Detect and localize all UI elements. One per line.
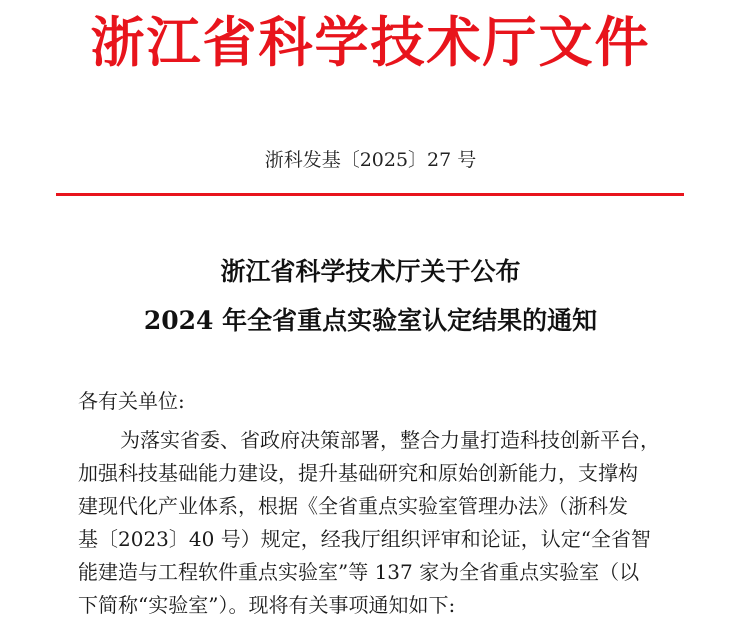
- notice-title-line-1: 浙江省科学技术厅关于公布: [220, 257, 521, 286]
- body-text-line: 能建造与工程软件重点实验室”等 137 家为全省重点实验室（以: [78, 560, 640, 584]
- document-number: 浙科发基〔2025〕27 号: [264, 149, 477, 171]
- body-text-line: 下简称“实验室”）。现将有关事项通知如下:: [78, 593, 456, 617]
- salutation: 各有关单位:: [78, 389, 185, 413]
- notice-title-line-2: 2024 年全省重点实验室认定结果的通知: [143, 306, 598, 335]
- body-text-line: 建现代化产业体系，根据《全省重点实验室管理办法》（浙科发: [78, 494, 628, 518]
- document-masthead: 浙江省科学技术厅文件: [90, 10, 651, 74]
- body-text-line: 为落实省委、省政府决策部署，整合力量打造科技创新平台，: [120, 428, 660, 452]
- body-text-line: 加强科技基础能力建设，提升基础研究和原始创新能力，支撑构: [78, 461, 638, 485]
- red-divider-rule: [56, 193, 684, 196]
- body-text-line: 基〔2023〕40 号）规定，经我厅组织评审和论证，认定“全省智: [78, 527, 651, 551]
